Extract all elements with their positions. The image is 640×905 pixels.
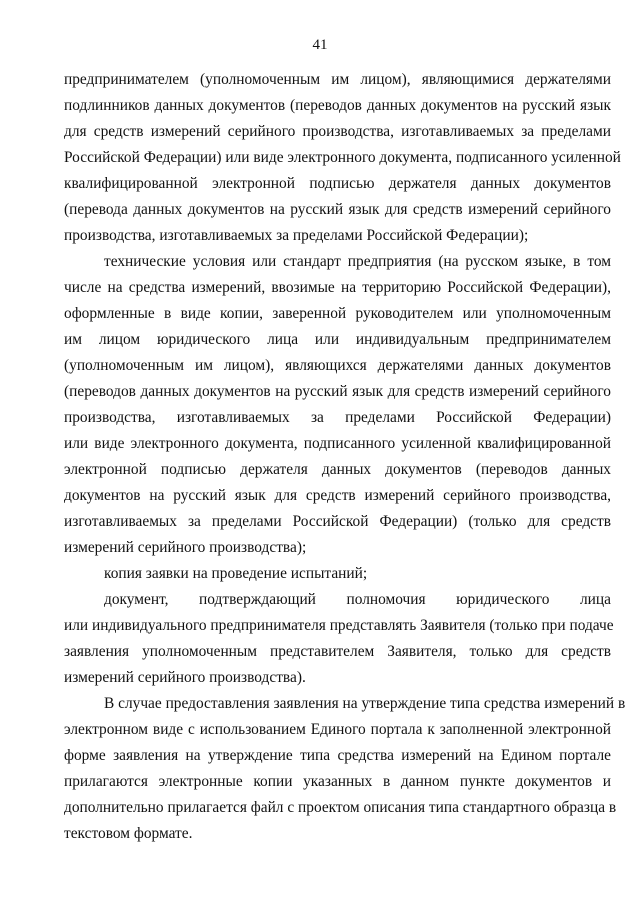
text-line: (уполномоченным им лицом), являющихся держателями данных документов xyxy=(64,357,611,374)
text-line: им лицом юридического лица или индивидуальным предпринимателем xyxy=(64,331,611,348)
text-line: квалифицированной электронной подписью держателя данных документов xyxy=(64,175,611,192)
paragraph-4 xyxy=(64,587,614,691)
text-line: копия заявки на проведение испытаний; xyxy=(104,565,368,582)
text-line: прилагаются электронные копии указанных в данном пункте документов и xyxy=(64,773,611,790)
text-line: для средств измерений серийного производства, изготавливаемых за пределами xyxy=(64,123,611,140)
text-line: документов на русский язык для средств измерений серийного производства, xyxy=(64,487,611,504)
text-line: или виде электронного документа, подписанного усиленной квалифицированной xyxy=(64,435,611,452)
text-line: электронной подписью держателя данных документов (переводов данных xyxy=(64,461,611,478)
text-line: (переводов данных документов на русский язык для средств измерений серийного xyxy=(64,383,611,400)
text-line: оформленные в виде копии, заверенной руководителем или уполномоченным xyxy=(64,305,611,322)
paragraph-5 xyxy=(64,691,626,847)
text-line: изготавливаемых за пределами Российской Федерации) (только для средств xyxy=(64,513,611,530)
paragraph-1 xyxy=(64,67,621,249)
text-line: (перевода данных документов на русский язык для средств измерений серийного xyxy=(64,201,611,218)
paragraph-3 xyxy=(64,561,611,587)
text-line: заявления уполномоченным представителем Заявителя, только для средств xyxy=(64,643,611,660)
paragraph-2 xyxy=(64,249,611,561)
text-line: технические условия или стандарт предприятия (на русском языке, в том xyxy=(104,253,611,270)
text-line: производства, изготавливаемых за пределами Российской Федерации) xyxy=(64,409,611,426)
document-body xyxy=(64,67,626,847)
text-line: В случае предоставления заявления на утверждение типа средства измерений в xyxy=(104,695,626,712)
text-line: форме заявления на утверждение типа средства измерений на Едином портале xyxy=(64,747,611,764)
text-line: документ, подтверждающий полномочия юридического лица xyxy=(104,591,611,608)
text-line: измерений серийного производства); xyxy=(64,539,307,556)
text-line: измерений серийного производства). xyxy=(64,669,306,686)
text-line: текстовом формате. xyxy=(64,825,193,842)
text-line: дополнительно прилагается файл с проектом описания типа стандартного образца в xyxy=(64,799,617,816)
text-line: предпринимателем (уполномоченным им лицом), являющимися держателями xyxy=(64,71,611,88)
text-line: числе на средства измерений, ввозимые на территорию Российской Федерации), xyxy=(64,279,611,296)
text-line: Российской Федерации) или виде электронного документа, подписанного усиленной xyxy=(64,149,621,166)
text-line: электронном виде с использованием Единого портала к заполненной электронной xyxy=(64,721,611,738)
page-number: 41 xyxy=(312,37,328,53)
text-line: производства, изготавливаемых за пределами Российской Федерации); xyxy=(64,227,529,244)
text-line: или индивидуального предпринимателя представлять Заявителя (только при подаче xyxy=(64,617,614,634)
text-line: подлинников данных документов (переводов данных документов на русский язык xyxy=(64,97,611,114)
